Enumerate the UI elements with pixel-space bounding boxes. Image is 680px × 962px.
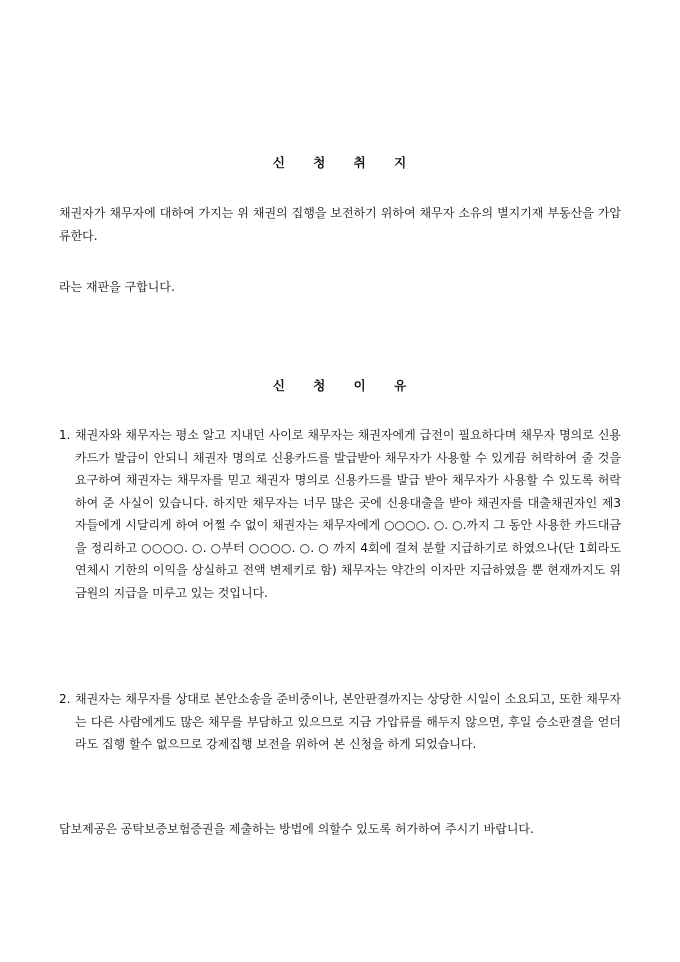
reason-item-1-text: 채권자와 채무자는 평소 알고 지내던 사이로 채무자는 채권자에게 급전이 필요하다며 채무자 명의로 신용카드가 발급이 안되니 채권자 명의로 신용카드를 발급받아 채무자가 사용할 수 있게끔 허락하여 줄 것을 요구하여 채권자는 채무자를 믿고 채권자 명의로 신용카드를 발급 받아 채무자가 사용할 수 있도록 허락하여 준 사실이 있습니다. 하지만 채무자는 너무 많은 곳에 신용대출을 받아 채권자를 대출채권자인 제3자들에게 시달리게 하여 어쩔 수 없이 채권자는 채무자에게 ○○○○. ○. ○.까지 그 동안 사용한 카드대금을 정리하고 ○○○○. ○. ○부터 ○○○○. ○. ○ 까지 4회에 걸쳐 분할 지급하기로 하였으나(단 1회라도 연체시 기한의 이익을 상실하고 전액 변제키로 함) 채무자는 약간의 이자만 지급하였을 뿐 현재까지도 위 금원의 지급을 미루고 있는 것입니다. xyxy=(75,428,621,600)
petition-purpose-claim: 채권자가 채무자에 대하여 가지는 위 채권의 집행을 보전하기 위하여 채무자 소유의 별지기재 부동산을 가압류한다. xyxy=(59,206,621,243)
reason-item-1 xyxy=(59,424,621,604)
reason-item-1-number: 1. xyxy=(59,428,71,442)
petition-purpose-request: 라는 재판을 구합니다. xyxy=(59,280,175,294)
reason-item-2-number: 2. xyxy=(59,692,71,706)
petition-reason-heading: 신 청 이 유 xyxy=(272,378,408,393)
reason-item-2 xyxy=(59,688,621,756)
deposit-statement: 담보제공은 공탁보증보험증권을 제출하는 방법에 의할수 있도록 허가하여 주시기 바랍니다. xyxy=(59,822,534,836)
reason-item-2-text: 채권자는 채무자를 상대로 본안소송을 준비중이나, 본안판결까지는 상당한 시일이 소요되고, 또한 채무자는 다른 사람에게도 많은 채무를 부담하고 있으므로 지금 가압류를 해두지 않으면, 후일 승소판결을 얻더라도 집행 할수 없으므로 강제집행 보전을 위하여 본 신청을 하게 되었습니다. xyxy=(75,692,621,751)
petition-purpose-heading: 신 청 취 지 xyxy=(272,155,408,170)
